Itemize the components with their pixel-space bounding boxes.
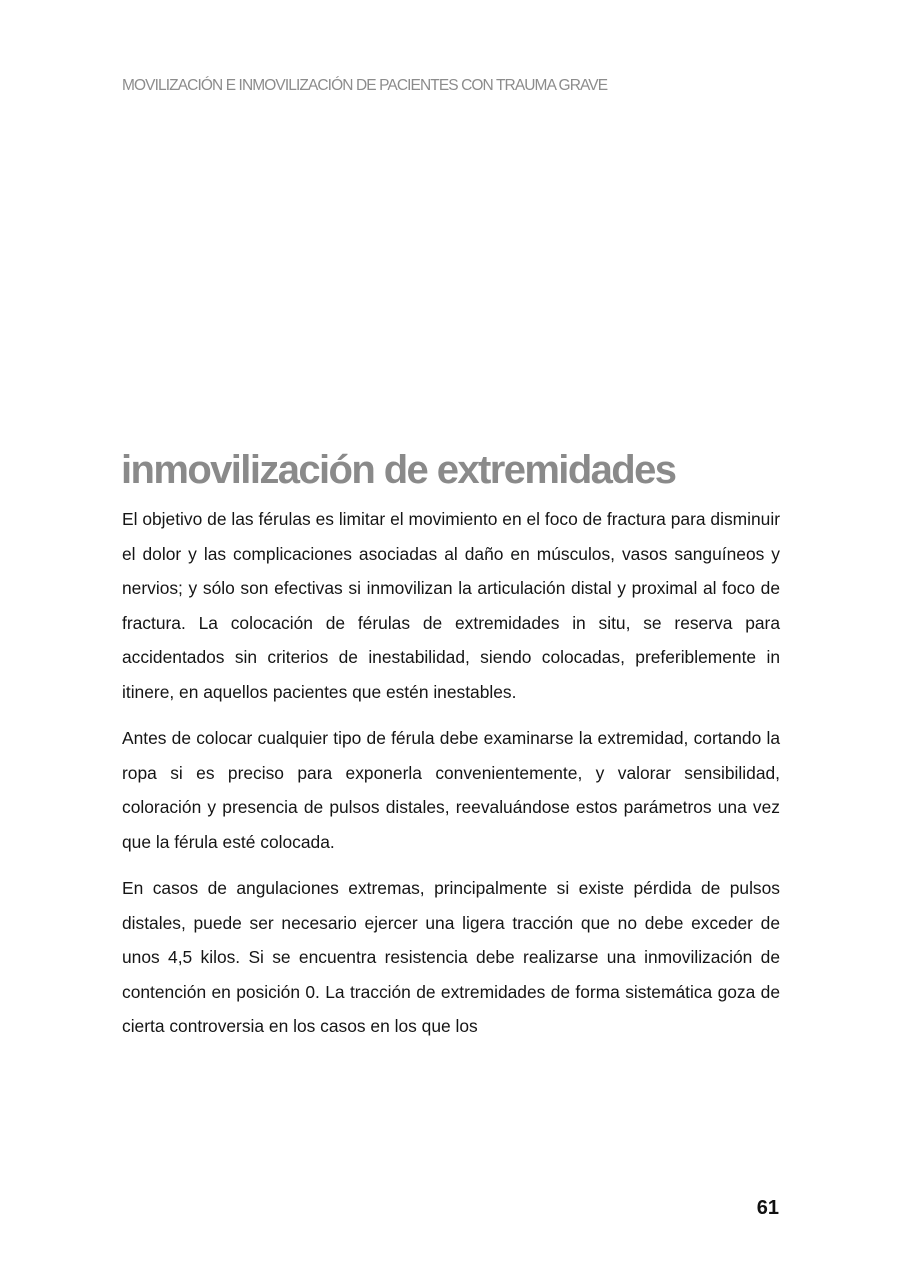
section-title: inmovilización de extremidades <box>121 448 676 492</box>
body-text <box>122 502 780 1056</box>
paragraph: En casos de angulaciones extremas, principalmente si existe pérdida de pulsos distales, puede ser necesario ejercer una ligera tracción que no debe exceder de unos 4,5 kilos. Si se encuentra resistencia debe realizarse una inmovilización de contención en posición 0. La tracción de extremidades de forma sistemática goza de cierta controversia en los casos en los que los <box>122 878 780 1036</box>
paragraph: El objetivo de las férulas es limitar el movimiento en el foco de fractura para disminuir el dolor y las complicaciones asociadas al daño en músculos, vasos sanguíneos y nervios; y sólo son efectivas si inmovilizan la articulación distal y proximal al foco de fractura. La colocación de férulas de extremidades in situ, se reserva para accidentados sin criterios de inestabilidad, siendo colocadas, preferiblemente in itinere, en aquellos pacientes que estén inestables. <box>122 509 780 702</box>
paragraph: Antes de colocar cualquier tipo de férula debe examinarse la extremidad, cortando la ropa si es preciso para exponerla convenientemente, y valorar sensibilidad, coloración y presencia de pulsos distales, reevaluándose estos parámetros una vez que la férula esté colocada. <box>122 728 780 852</box>
running-header: MOVILIZACIÓN E INMOVILIZACIÓN DE PACIENTES CON TRAUMA GRAVE <box>122 77 608 94</box>
page-number: 61 <box>756 1197 779 1219</box>
